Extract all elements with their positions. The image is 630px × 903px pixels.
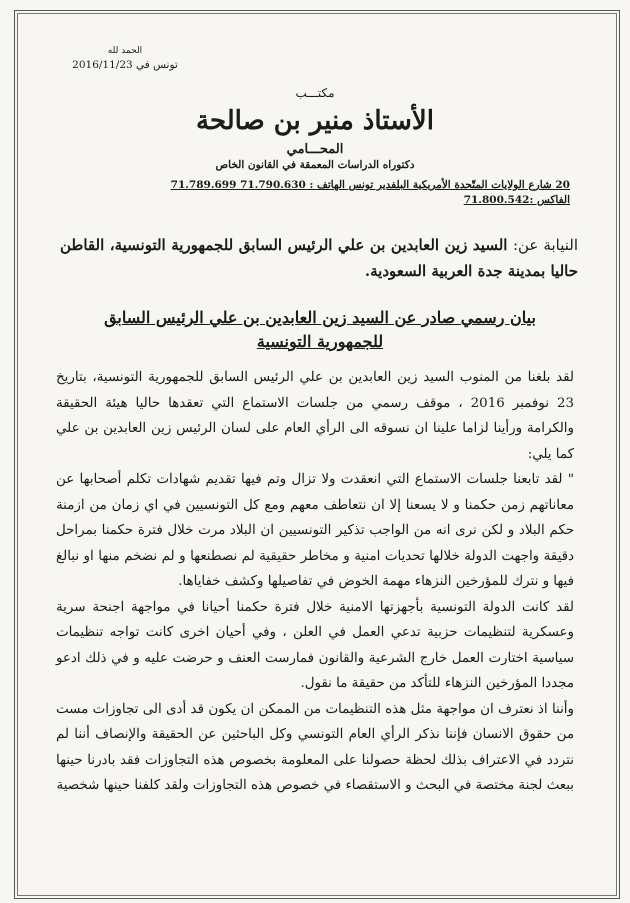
body-paragraph: وأننا اذ نعترف ان مواجهة مثل هذه التنظيمات من الممكن ان يكون قد أدى الى تجاوزات مست من حقوق الانسان فإننا نذكر الرأي العام التونسي وكل الباحثين عن الحقيقة والإنصاف أننا لم نتردد في الاعتراف بذلك لحظة حصولنا على المعلومة بخصوص هذه التجاوزات فقد بادرنا حينها ببعث لجنة مختصة في البحث و الاستقصاء في خصوص هذه التجاوزات ولقد كلفنا حينها شخصية <box>56 701 574 793</box>
contact-info <box>171 178 570 208</box>
date-block <box>70 44 180 72</box>
address-line: 20 شارع الولايات المتّحدة الأمريكية البلفدير تونس الهاتف : 71.790.630 71.789.699 <box>170 179 570 191</box>
praise-line: الحمد لله <box>107 46 143 56</box>
statement-title: بيان رسمي صادر عن السيد زين العابدين بن علي الرئيس السابق للجمهورية التونسية <box>104 308 536 351</box>
lawyer-degree: دكتوراه الدراسات المعمقة في القانون الخاص <box>215 159 415 171</box>
body-paragraph: لقد كانت الدولة التونسية بأجهزتها الامنية خلال فترة حكمنا أحيانا في مواجهة اجنحة سرية وعسكرية لتنظيمات حزبية تدعي العمل في العلن ، وفي أحيان اخرى كانت تواجه تنظيمات سياسية اختارت العمل خارج الشرعية والقانون فمارست العنف و حرضت عليه و في ذلك ادعو مجددا المؤرخين النزهاء للتأكد من حقيقة ما نقول. <box>56 599 574 691</box>
letterhead <box>0 86 630 171</box>
body-paragraph: لقد بلغنا من المنوب السيد زين العابدين بن علي الرئيس السابق للجمهورية التونسية، بتاريخ 23 نوفمبر 2016 ، موقف رسمي من جلسات الاستماع التي تعقدها حاليا هيئة الحقيقة والكرامة ورأينا لزاما علينا ان نسوقه الى الرأي العام على لسان الرئيس زين العابدين بن علي كما يلي: <box>56 370 575 462</box>
addressee-text: السيد زين العابدين بن علي الرئيس السابق للجمهورية التونسية، القاطن حاليا بمدينة جدة العربية السعودية. <box>60 236 578 280</box>
fax-line: الفاكس :71.800.542 <box>463 194 570 206</box>
letter-body <box>56 365 574 799</box>
lawyer-role: المحـــامي <box>286 142 344 157</box>
office-label: مكتـــب <box>295 86 335 100</box>
letter-date: تونس في 2016/11/23 <box>72 59 178 71</box>
body-paragraph: " لقد تابعنا جلسات الاستماع التي انعقدت ولا تزال وتم فيها تقديم شهادات تكلم أصحابها عن معاناتهم زمن حكمنا و لا يسعنا إلا ان نتعاطف معهم ومع كل التونسيين في اي زمان من ازمنة حكم البلاد و لكن نرى انه من الواجب تذكير التونسيين ان البلاد مرت خلال فترة حكمنا بمراحل دقيقة واجهت الدولة خلالها تحديات امنية و مخاطر حقيقية لم نصطنعها و لم نضخم منها او نبالغ فيها و نترك للمؤرخين النزهاء مهمة الخوض في تفاصيلها وكشف خفاياها. <box>56 472 574 589</box>
addressee <box>60 232 578 284</box>
addressee-label: النيابة عن: <box>512 236 578 254</box>
lawyer-name: الأستاذ منير بن صالحة <box>196 106 434 136</box>
